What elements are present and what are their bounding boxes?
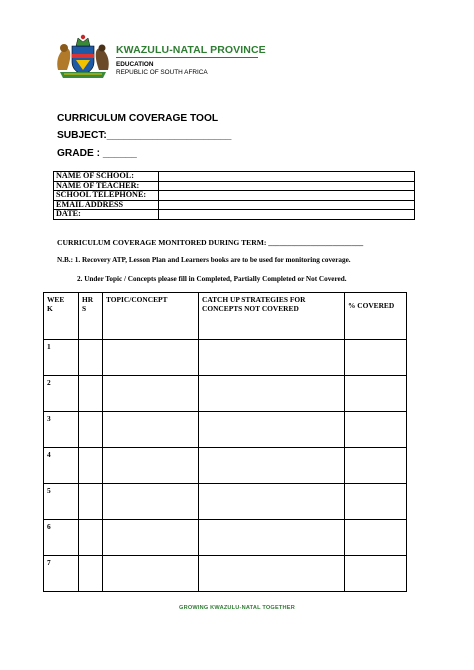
table-row bbox=[44, 448, 407, 484]
footer-slogan: GROWING KWAZULU-NATAL TOGETHER bbox=[179, 605, 295, 611]
hours-cell[interactable] bbox=[79, 520, 103, 556]
date-input[interactable] bbox=[159, 210, 415, 220]
covered-cell[interactable] bbox=[345, 484, 407, 520]
table-row bbox=[44, 376, 407, 412]
topic-cell[interactable] bbox=[103, 520, 199, 556]
covered-cell[interactable] bbox=[345, 412, 407, 448]
covered-cell[interactable] bbox=[345, 376, 407, 412]
table-row bbox=[44, 556, 407, 592]
table-row bbox=[54, 210, 415, 220]
week-number: 5 bbox=[44, 484, 79, 520]
week-number: 4 bbox=[44, 448, 79, 484]
table-row bbox=[44, 484, 407, 520]
grade-field[interactable]: GRADE : ______ bbox=[57, 148, 137, 159]
table-row bbox=[54, 200, 415, 210]
teacher-name-input[interactable] bbox=[159, 181, 415, 191]
coat-of-arms-icon bbox=[54, 32, 112, 80]
covered-cell[interactable] bbox=[345, 556, 407, 592]
school-info-table bbox=[53, 171, 415, 220]
catchup-cell[interactable] bbox=[199, 376, 345, 412]
catchup-cell[interactable] bbox=[199, 412, 345, 448]
table-row bbox=[54, 191, 415, 201]
week-number: 2 bbox=[44, 376, 79, 412]
week-number: 7 bbox=[44, 556, 79, 592]
hours-cell[interactable] bbox=[79, 376, 103, 412]
week-number: 3 bbox=[44, 412, 79, 448]
hours-header: HR S bbox=[79, 293, 103, 340]
catchup-cell[interactable] bbox=[199, 556, 345, 592]
province-name: KWAZULU-NATAL PROVINCE bbox=[116, 44, 266, 56]
hours-cell[interactable] bbox=[79, 556, 103, 592]
topic-cell[interactable] bbox=[103, 556, 199, 592]
catchup-header: CATCH UP STRATEGIES FOR CONCEPTS NOT COVERED bbox=[199, 293, 345, 340]
covered-cell[interactable] bbox=[345, 448, 407, 484]
document-title: CURRICULUM COVERAGE TOOL bbox=[57, 113, 219, 124]
catchup-cell[interactable] bbox=[199, 520, 345, 556]
hours-cell[interactable] bbox=[79, 484, 103, 520]
email-address-input[interactable] bbox=[159, 200, 415, 210]
table-row bbox=[44, 412, 407, 448]
email-address-label: EMAIL ADDRESS bbox=[54, 200, 159, 210]
covered-cell[interactable] bbox=[345, 340, 407, 376]
subject-field[interactable]: SUBJECT:______________________ bbox=[57, 130, 232, 141]
table-row bbox=[44, 520, 407, 556]
teacher-name-label: NAME OF TEACHER: bbox=[54, 181, 159, 191]
topic-cell[interactable] bbox=[103, 412, 199, 448]
table-row bbox=[54, 172, 415, 182]
topic-header: TOPIC/CONCEPT bbox=[103, 293, 199, 340]
catchup-cell[interactable] bbox=[199, 340, 345, 376]
school-telephone-input[interactable] bbox=[159, 191, 415, 201]
school-name-label: NAME OF SCHOOL: bbox=[54, 172, 159, 182]
covered-header: % COVERED bbox=[345, 293, 407, 340]
week-number: 1 bbox=[44, 340, 79, 376]
coverage-header-row bbox=[44, 293, 407, 340]
hours-cell[interactable] bbox=[79, 412, 103, 448]
covered-cell[interactable] bbox=[345, 520, 407, 556]
topic-cell[interactable] bbox=[103, 340, 199, 376]
hours-cell[interactable] bbox=[79, 448, 103, 484]
coverage-table bbox=[43, 292, 407, 592]
topic-cell[interactable] bbox=[103, 448, 199, 484]
department-name: EDUCATION bbox=[116, 61, 154, 68]
header-divider bbox=[116, 57, 258, 58]
catchup-cell[interactable] bbox=[199, 448, 345, 484]
republic-name: REPUBLIC OF SOUTH AFRICA bbox=[116, 69, 208, 76]
monitored-term-field[interactable]: CURRICULUM COVERAGE MONITORED DURING TERM: _________________________ bbox=[57, 238, 364, 247]
topic-cell[interactable] bbox=[103, 376, 199, 412]
note-1: N.B.: 1. Recovery ATP, Lesson Plan and Learners books are to be used for monitoring coverage. bbox=[57, 256, 351, 264]
note-2: 2. Under Topic / Concepts please fill in Completed, Partially Completed or Not Covered. bbox=[77, 275, 347, 283]
catchup-cell[interactable] bbox=[199, 484, 345, 520]
date-label: DATE: bbox=[54, 210, 159, 220]
school-name-input[interactable] bbox=[159, 172, 415, 182]
week-number: 6 bbox=[44, 520, 79, 556]
topic-cell[interactable] bbox=[103, 484, 199, 520]
school-telephone-label: SCHOOL TELEPHONE: bbox=[54, 191, 159, 201]
hours-cell[interactable] bbox=[79, 340, 103, 376]
week-header: WEE K bbox=[44, 293, 79, 340]
table-row bbox=[44, 340, 407, 376]
